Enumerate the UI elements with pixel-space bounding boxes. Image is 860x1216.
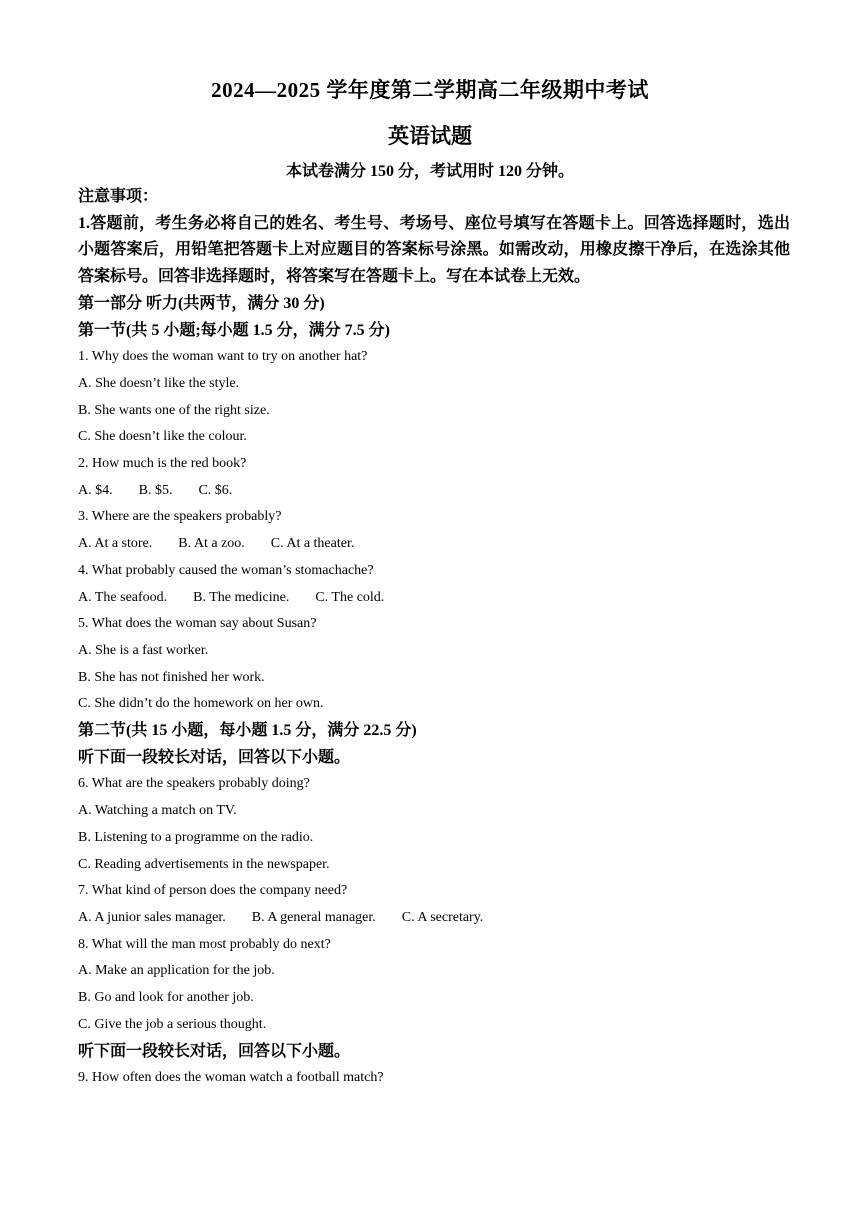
question-8-option-c: C. Give the job a serious thought.	[78, 1016, 267, 1032]
section2-instruction-2: 听下面一段较长对话，回答以下小题。	[78, 1042, 351, 1060]
question-3-option-b: B. At a zoo.	[178, 536, 245, 552]
question-3-option-a: A. At a store.	[78, 536, 153, 552]
question-5-option-b: B. She has not finished her work.	[78, 669, 265, 685]
notice-text: 1.答题前，考生务必将自己的姓名、考生号、考场号、座位号填写在答题卡上。回答选择题时，选出小题答案后，用铅笔把答题卡上对应题目的答案标号涂黑。如需改动，用橡皮擦干净后，在选涂其他答案标号。回答非选择题时，将答案写在答题卡上。写在本试卷上无效。	[78, 214, 790, 286]
question-2-option-c: C. $6.	[198, 482, 233, 498]
question-8-option-a: A. Make an application for the job.	[78, 963, 275, 979]
question-6-option-b: B. Listening to a programme on the radio.	[78, 829, 314, 845]
question-3-options	[78, 531, 790, 558]
question-5-option-c: C. She didn’t do the homework on her own.	[78, 696, 324, 712]
question-2-option-a: A. $4.	[78, 482, 113, 498]
question-4-options	[78, 585, 790, 612]
question-2-options	[78, 478, 790, 505]
question-3-option-c: C. At a theater.	[270, 536, 355, 552]
question-3: 3. Where are the speakers probably?	[78, 509, 282, 525]
question-6: 6. What are the speakers probably doing?	[78, 776, 310, 792]
question-4: 4. What probably caused the woman’s stomachache?	[78, 562, 374, 578]
exam-info: 本试卷满分 150 分，考试用时 120 分钟。	[285, 163, 574, 180]
question-1-option-c: C. She doesn’t like the colour.	[78, 429, 247, 445]
question-5: 5. What does the woman say about Susan?	[78, 616, 317, 632]
question-4-option-a: A. The seafood.	[78, 589, 168, 605]
section2-instruction: 听下面一段较长对话，回答以下小题。	[78, 748, 351, 766]
exam-title: 2024—2025 学年度第二学期高二年级期中考试	[211, 78, 649, 102]
question-7-option-a: A. A junior sales manager.	[78, 909, 226, 925]
question-1-option-b: B. She wants one of the right size.	[78, 402, 270, 418]
question-8: 8. What will the man most probably do next?	[78, 936, 331, 952]
question-8-option-b: B. Go and look for another job.	[78, 990, 254, 1006]
question-7: 7. What kind of person does the company need?	[78, 883, 348, 899]
question-6-option-a: A. Watching a match on TV.	[78, 803, 237, 819]
question-1-option-a: A. She doesn’t like the style.	[78, 375, 240, 391]
question-7-option-b: B. A general manager.	[251, 909, 376, 925]
question-1: 1. Why does the woman want to try on another hat?	[78, 349, 368, 365]
notice-heading: 注意事项：	[78, 188, 159, 205]
question-2-option-b: B. $5.	[138, 482, 173, 498]
exam-body	[78, 184, 790, 1092]
question-9: 9. How often does the woman watch a football match?	[78, 1070, 384, 1086]
question-4-option-b: B. The medicine.	[193, 589, 290, 605]
question-4-option-c: C. The cold.	[315, 589, 385, 605]
question-7-option-c: C. A secretary.	[401, 909, 484, 925]
section1-title: 第一节(共 5 小题;每小题 1.5 分，满分 7.5 分)	[78, 321, 390, 339]
question-6-option-c: C. Reading advertisements in the newspaper.	[78, 856, 330, 872]
exam-subtitle: 英语试题	[388, 124, 472, 148]
part1-title: 第一部分 听力(共两节，满分 30 分)	[78, 294, 325, 312]
section2-title: 第二节(共 15 小题，每小题 1.5 分，满分 22.5 分)	[78, 722, 417, 740]
question-2: 2. How much is the red book?	[78, 456, 247, 472]
question-5-option-a: A. She is a fast worker.	[78, 642, 209, 658]
question-7-options	[78, 905, 790, 932]
